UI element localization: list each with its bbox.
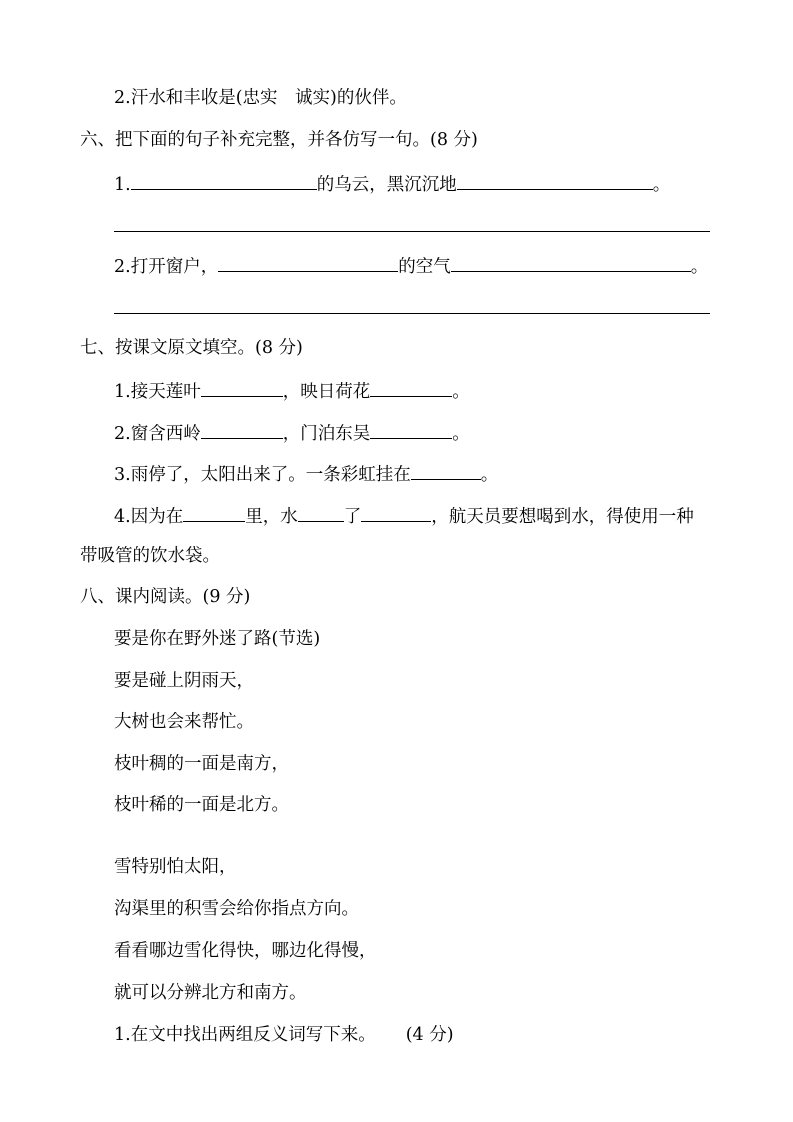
- q-text: 的乌云，黑沉沉地: [316, 175, 457, 195]
- q-text: 的空气: [398, 257, 451, 277]
- section-7-question-4-continuation: 带吸管的饮水袋。: [80, 546, 220, 566]
- q-text: ，映日荷花: [282, 382, 371, 402]
- q-text: 2.窗含西岭: [114, 424, 201, 444]
- section-7-question-1: [114, 377, 470, 404]
- item-prev-2: 2.汗水和丰收是(忠实 诚实)的伙伴。: [114, 88, 407, 108]
- answer-line[interactable]: [114, 313, 710, 314]
- q-text: 里，水: [245, 507, 298, 527]
- q-end: 。: [452, 424, 470, 444]
- answer-blank[interactable]: [201, 377, 283, 397]
- answer-blank[interactable]: [451, 252, 691, 272]
- section-7-heading: 七、按课文原文填空。(8 分): [80, 338, 303, 358]
- q-text: 1.在文中找出两组反义词写下来。: [114, 1025, 376, 1045]
- q-end: 。: [690, 257, 709, 277]
- q-text: 4.因为在: [114, 507, 184, 527]
- q-text: 2.打开窗户，: [114, 257, 219, 277]
- poem-title: 要是你在野外迷了路(节选): [114, 629, 321, 649]
- answer-line[interactable]: [114, 231, 710, 232]
- answer-blank[interactable]: [411, 460, 481, 480]
- poem-line: 沟渠里的积雪会给你指点方向。: [114, 899, 359, 919]
- q-text: 1.接天莲叶: [114, 382, 201, 402]
- answer-blank[interactable]: [183, 502, 245, 522]
- answer-blank[interactable]: [201, 419, 283, 439]
- poem-line: 就可以分辨北方和南方。: [114, 983, 307, 1003]
- poem-line: 要是碰上阴雨天，: [114, 671, 254, 691]
- answer-blank[interactable]: [370, 377, 452, 397]
- section-8-question-1: [114, 1023, 454, 1047]
- q-end: 。: [480, 465, 499, 485]
- q-text: 3.雨停了，太阳出来了。一条彩虹挂在: [114, 465, 411, 485]
- q-text: ，航天员要想喝到水，得使用一种: [431, 507, 694, 527]
- poem-line: 看看哪边雪化得快，哪边化得慢，: [114, 941, 377, 961]
- answer-blank[interactable]: [218, 252, 398, 272]
- answer-blank[interactable]: [370, 419, 452, 439]
- poem-line: 枝叶稠的一面是南方，: [114, 754, 289, 774]
- q-text: ，门泊东吴: [282, 424, 371, 444]
- section-6-question-2: [114, 252, 708, 279]
- answer-blank[interactable]: [298, 502, 344, 522]
- q-end: 。: [452, 382, 470, 402]
- poem-line: 雪特别怕太阳，: [114, 857, 237, 877]
- section-7-question-2: [114, 419, 470, 446]
- poem-line: 枝叶稀的一面是北方。: [114, 795, 289, 815]
- q-number: 1.: [114, 175, 131, 195]
- section-8-heading: 八、课内阅读。(9 分): [80, 587, 251, 607]
- section-7-question-4: [114, 502, 694, 529]
- section-7-question-3: [114, 460, 498, 487]
- section-6-heading: 六、把下面的句子补充完整，并各仿写一句。(8 分): [80, 130, 478, 150]
- section-6-question-1: [114, 170, 670, 197]
- answer-blank[interactable]: [361, 502, 431, 522]
- answer-blank[interactable]: [457, 170, 653, 190]
- q-score: (4 分): [405, 1025, 454, 1045]
- answer-blank[interactable]: [131, 170, 317, 190]
- q-text: 了: [343, 507, 362, 527]
- poem-line: 大树也会来帮忙。: [114, 712, 254, 732]
- q-end: 。: [652, 175, 671, 195]
